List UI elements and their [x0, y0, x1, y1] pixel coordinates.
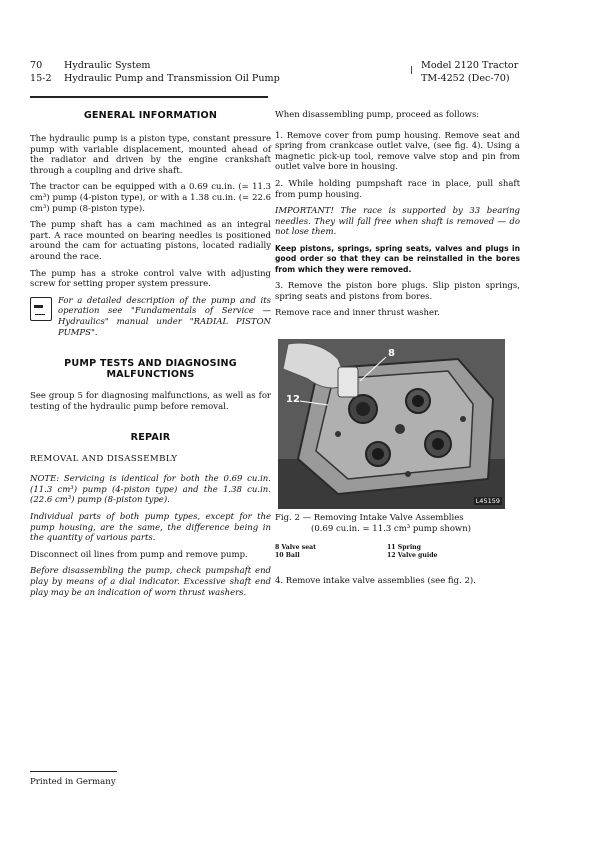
paragraph-pump-tests: See group 5 for diagnosing malfunctions, as well as for testing of the hydraulic pump before removal.	[30, 391, 271, 412]
keep-in-order-note: Keep pistons, springs, spring seats, valves and plugs in good order so that they can be reinstalled in the bores from which they were removed.	[275, 243, 520, 274]
paragraph-end-play: Before disassembling the pump, check pumpshaft end play by means of a dial indicator. Excessive shaft end play may be an indication of worn thrust washers.	[30, 566, 271, 598]
footer-printed-in: Printed in Germany	[30, 777, 116, 787]
reference-note-text: For a detailed description of the pump and its operation see "Fundamentals of Service — Hydraulics" manual under "RADIAL PISTON PUMPS".	[58, 295, 271, 338]
pump-housing-illustration	[278, 339, 505, 509]
figure-2-caption-line-1: Fig. 2 — Removing Intake Valve Assemblies	[275, 512, 464, 523]
step-1: 1. Remove cover from pump housing. Remove seat and spring from crankcase outlet valve, (see fig. 4). Using a magnetic pick-up tool, remove valve stop and pin from outlet valve bore in housing.	[275, 130, 520, 173]
legend-item: 11 Spring	[387, 544, 421, 552]
header-rule	[30, 96, 268, 98]
legend-item: 10 Ball	[275, 552, 300, 560]
left-column	[30, 110, 271, 598]
header-right	[421, 59, 518, 85]
pump-tests-heading-line-1: PUMP TESTS AND DIAGNOSING	[64, 358, 237, 370]
removal-heading: REMOVAL AND DISASSEMBLY	[30, 454, 178, 465]
step-2: 2. While holding pumpshaft race in place, pull shaft from pump housing.	[275, 178, 520, 200]
important-note: IMPORTANT! The race is supported by 33 bearing needles. They will fall free when shaft is removed — do not lose them.	[275, 206, 520, 238]
figure-2-photo	[278, 339, 505, 509]
paragraph-pump-sizes: The tractor can be equipped with a 0.69 cu.in. (= 11.3 cm³) pump (4-piston type), or with a 1.38 cu.in. (= 22.6 cm³) pump (8-piston type).	[30, 182, 271, 214]
header-separator	[411, 66, 412, 74]
disassembly-intro: When disassembling pump, proceed as follows:	[275, 110, 480, 120]
general-information-heading: GENERAL INFORMATION	[83, 110, 218, 121]
legend-item: 8 Valve seat	[275, 544, 317, 552]
right-column	[275, 110, 520, 587]
figure-2-caption-line-2: (0.69 cu.in. = 11.3 cm³ pump shown)	[311, 523, 471, 534]
group-title: Hydraulic Pump and Transmission Oil Pump	[64, 73, 280, 84]
reference-note	[30, 296, 271, 338]
step-4: 4. Remove intake valve assemblies (see fig. 2).	[275, 576, 476, 587]
paragraph-pump-type: The hydraulic pump is a piston type, constant pressure pump with variable displacement, mounted ahead of the radiator and driven by the engine crankshaft through a coupling and drive shaft.	[30, 134, 271, 176]
step-3: 3. Remove the piston bore plugs. Slip piston springs, spring seats and pistons from bores.	[275, 281, 520, 302]
group-number: 15-2	[30, 73, 52, 84]
figure-2-legend	[275, 544, 520, 560]
paragraph-stroke-control: The pump has a stroke control valve with adjusting screw for setting proper system pressure.	[30, 268, 271, 290]
paragraph-pump-shaft: The pump shaft has a cam machined as an integral part. A race mounted on bearing needles is positioned around the cam for actuating pistons, located radially around the race.	[30, 220, 271, 262]
legend-item: 12 Valve guide	[387, 552, 438, 560]
pump-tests-heading-line-2: MALFUNCTIONS	[106, 369, 195, 381]
header-left-row-2	[30, 72, 280, 85]
paragraph-individual-parts: Individual parts of both pump types, except for the pump housing, are the same, the difference being in the quantity of various parts.	[30, 512, 271, 544]
repair-heading: REPAIR	[130, 432, 171, 444]
callout-label-12: 12	[286, 393, 300, 405]
book-reference-icon	[30, 297, 52, 321]
photo-code: L45159	[475, 496, 500, 505]
page-number: 70	[30, 60, 43, 71]
step-3-continued: Remove race and inner thrust washer.	[275, 308, 440, 319]
footer-rule	[30, 771, 117, 772]
servicing-note: NOTE: Servicing is identical for both the 0.69 cu.in. (11.3 cm³) pump (4-piston type) and the 1.38 cu.in. (22.6 cm³) pump (8-piston type).	[30, 474, 271, 506]
model-name: Model 2120 Tractor	[421, 60, 519, 71]
callout-label-8: 8	[388, 347, 395, 359]
section-title: Hydraulic System	[64, 60, 151, 71]
header-left	[30, 59, 280, 85]
paragraph-disconnect: Disconnect oil lines from pump and remove pump.	[30, 549, 248, 560]
manual-code: TM-4252 (Dec-70)	[421, 73, 510, 84]
header-left-row-1	[30, 59, 280, 72]
